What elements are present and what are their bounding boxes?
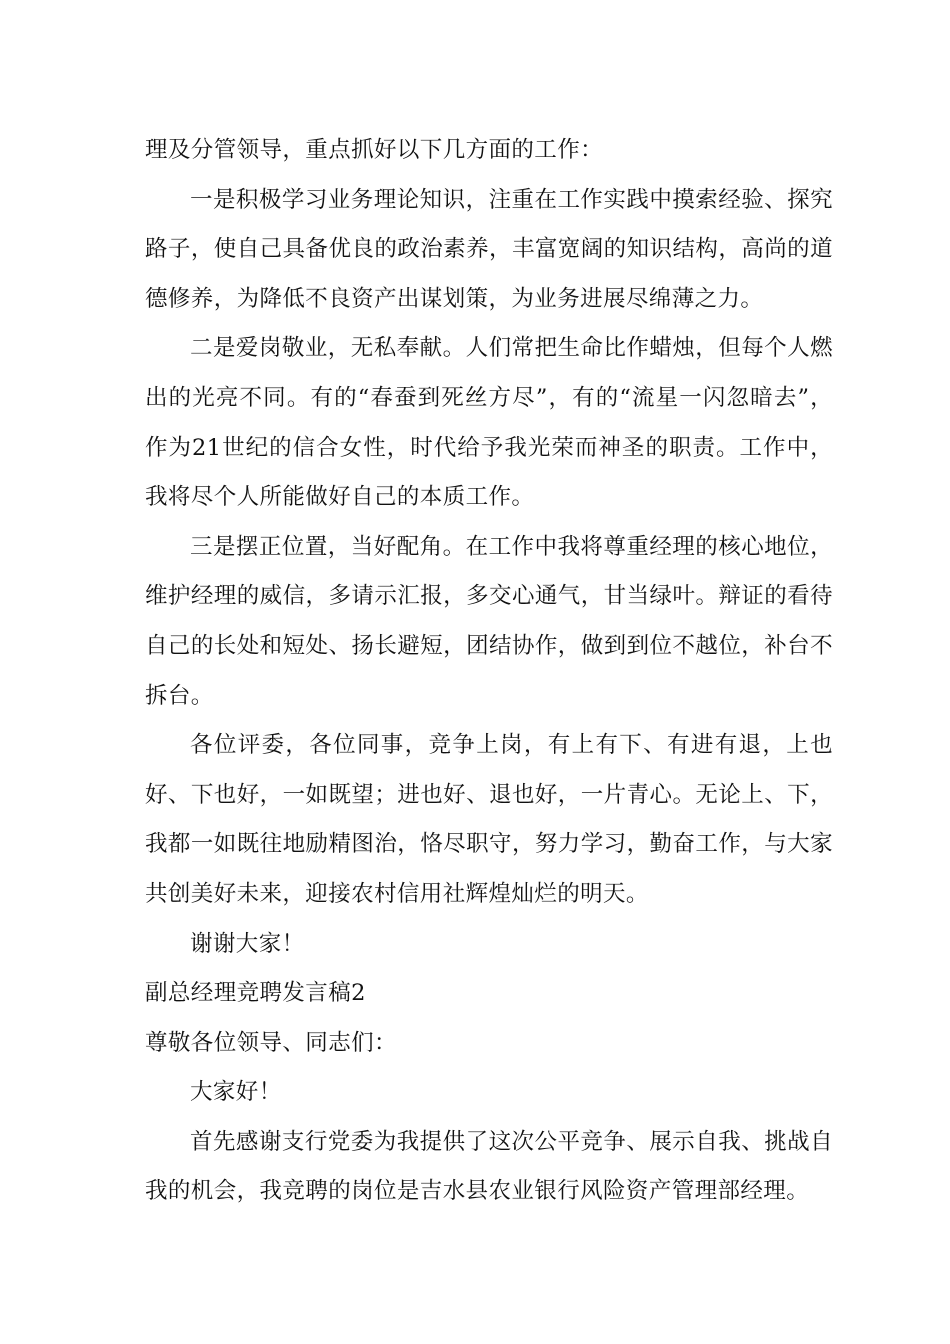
- section-title: 副总经理竞聘发言稿2: [145, 980, 366, 1007]
- paragraph-opening: 首先感谢支行党委为我提供了这次公平竞争、展示自我、挑战自我的机会，我竞聘的岗位是吉水县农业银行风险资产管理部经理。: [145, 1128, 833, 1205]
- salutation: 尊敬各位领导、同志们：: [145, 1029, 397, 1056]
- paragraph-thanks: 谢谢大家！: [190, 930, 305, 957]
- paragraph-point-two: 二是爱岗敬业，无私奉献。人们常把生命比作蜡烛，但每个人燃出的光亮不同。有的“春蚕到死丝方尽”，有的“流星一闪忽暗去”，作为21世纪的信合女性，时代给予我光荣而神圣的职责。工作中，我将尽个人所能做好自己的本质工作。: [145, 335, 833, 511]
- paragraph-continuation: 理及分管领导，重点抓好以下几方面的工作：: [145, 137, 604, 163]
- paragraph-point-one: 一是积极学习业务理论知识，注重在工作实践中摸索经验、探究路子，使自己具备优良的政治素养，丰富宽阔的知识结构，高尚的道德修养，为降低不良资产出谋划策，为业务进展尽绵薄之力。: [145, 186, 833, 312]
- greeting: 大家好！: [190, 1079, 282, 1106]
- document-body: [145, 126, 833, 1217]
- paragraph-closing: 各位评委，各位同事，竞争上岗，有上有下、有进有退，上也好、下也好，一如既望；进也好、退也好，一片青心。无论上、下，我都一如既往地励精图治，恪尽职守，努力学习，勤奋工作，与大家共创美好未来，迎接农村信用社辉煌灿烂的明天。: [145, 732, 833, 907]
- paragraph-point-three: 三是摆正位置，当好配角。在工作中我将尊重经理的核心地位，维护经理的威信，多请示汇报，多交心通气，甘当绿叶。辩证的看待自己的长处和短处、扬长避短，团结协作，做到到位不越位，补台不拆台。: [145, 533, 833, 709]
